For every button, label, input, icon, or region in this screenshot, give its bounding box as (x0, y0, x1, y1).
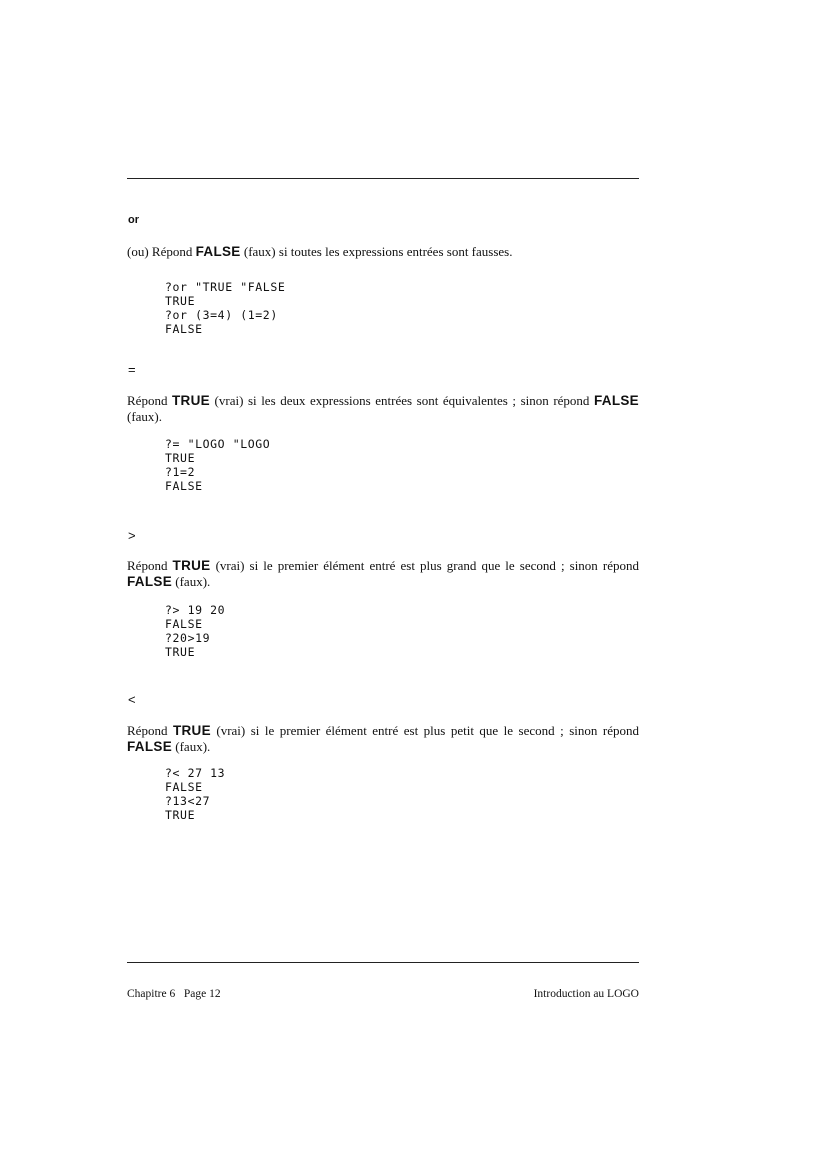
section-description-or (127, 244, 639, 260)
keyword-true: TRUE (172, 558, 211, 573)
code-example-equal (165, 437, 270, 493)
keyword-true: TRUE (172, 723, 211, 738)
code-line: ?= "LOGO "LOGO (165, 437, 271, 451)
desc-text: Répond (127, 723, 173, 738)
code-line: ?or (3=4) (1=2) (165, 308, 278, 322)
desc-text: (vrai) si les deux expressions entrées sont équivalentes ; sinon répond (209, 393, 594, 408)
keyword-false: FALSE (127, 739, 173, 754)
section-description-less (127, 723, 639, 755)
code-line: FALSE (165, 780, 203, 794)
keyword-true: TRUE (172, 393, 210, 408)
code-line: ?< 27 13 (165, 766, 226, 780)
desc-text: (ou) Répond (127, 244, 196, 259)
code-example-or (165, 280, 285, 336)
desc-text: (vrai) si le premier élément entré est plus petit que le second ; sinon répond (210, 723, 639, 738)
section-heading-greater: > (128, 528, 136, 543)
desc-text: Répond (127, 393, 173, 408)
desc-text: (faux). (127, 409, 163, 424)
footer-rule (127, 962, 639, 963)
footer-page-label: Chapitre 6 Page 12 (127, 988, 221, 1000)
code-line: ?> 19 20 (165, 603, 226, 617)
section-heading-equal: = (128, 362, 136, 377)
desc-text: (faux). (172, 739, 211, 754)
desc-text: (vrai) si le premier élément entré est plus grand que le second ; sinon répond (210, 558, 639, 573)
section-description-greater (127, 558, 639, 590)
code-line: ?or "TRUE "FALSE (165, 280, 286, 294)
code-line: TRUE (165, 808, 196, 822)
section-heading-less: < (128, 692, 136, 707)
code-line: TRUE (165, 645, 196, 659)
code-line: TRUE (165, 451, 196, 465)
header-rule (127, 178, 639, 179)
desc-text: (faux). (172, 574, 211, 589)
keyword-false: FALSE (127, 574, 173, 589)
desc-text: Répond (127, 558, 173, 573)
code-line: TRUE (165, 294, 196, 308)
desc-text: (faux) si toutes les expressions entrées sont fausses. (240, 244, 513, 259)
keyword-false: FALSE (195, 244, 241, 259)
code-line: FALSE (165, 322, 203, 336)
code-example-greater (165, 603, 225, 659)
code-example-less (165, 766, 225, 822)
keyword-false: FALSE (593, 393, 639, 408)
section-heading-or: or (128, 214, 139, 226)
code-line: ?20>19 (165, 631, 211, 645)
code-line: ?13<27 (165, 794, 211, 808)
code-line: FALSE (165, 479, 203, 493)
footer-book-title: Introduction au LOGO (533, 988, 639, 1000)
section-description-equal (127, 393, 639, 425)
code-line: FALSE (165, 617, 203, 631)
code-line: ?1=2 (165, 465, 196, 479)
